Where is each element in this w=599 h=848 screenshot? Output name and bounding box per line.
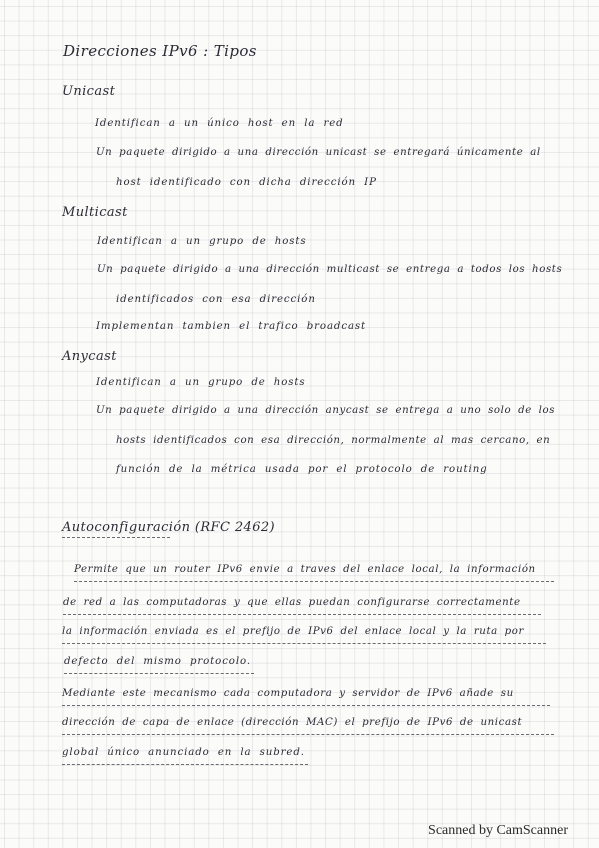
scanner-watermark: Scanned by CamScanner	[428, 823, 568, 838]
note-line: Permite que un router IPv6 envie a traves del enlace local, la información	[74, 564, 536, 575]
text-underline	[62, 764, 308, 765]
note-line: Implementan tambien el trafico broadcast	[96, 321, 367, 332]
section-heading-anycast: Anycast	[62, 349, 117, 364]
note-line: Identifican a un grupo de hosts	[96, 377, 306, 388]
note-line: host identificado con dicha dirección IP	[116, 177, 377, 188]
note-line: Mediante este mecanismo cada computadora y servidor de IPv6 añade su	[62, 688, 514, 699]
text-underline	[62, 643, 546, 644]
note-line: identificados con esa dirección	[116, 294, 316, 305]
text-underline	[62, 705, 550, 706]
section-heading-autoconfiguracion: Autoconfiguración (RFC 2462)	[62, 520, 276, 535]
note-line: Un paquete dirigido a una dirección anycast se entrega a uno solo de los	[96, 405, 556, 416]
text-underline	[74, 581, 554, 582]
note-line: de red a las computadoras y que ellas puedan configurarse correctamente	[63, 597, 521, 608]
note-line: Identifican a un grupo de hosts	[97, 236, 307, 247]
note-line: defecto del mismo protocolo.	[64, 656, 251, 667]
text-underline	[64, 673, 254, 674]
heading-underline	[62, 537, 170, 538]
note-line: Un paquete dirigido a una dirección unicast se entregará únicamente al	[96, 147, 541, 158]
section-heading-unicast: Unicast	[62, 84, 116, 99]
text-underline	[63, 614, 541, 615]
text-underline	[62, 734, 554, 735]
note-line: Un paquete dirigido a una dirección multicast se entrega a todos los hosts	[97, 264, 563, 275]
note-line: la información enviada es el prefijo de IPv6 del enlace local y la ruta por	[62, 626, 524, 637]
note-line: hosts identificados con esa dirección, normalmente al mas cercano, en	[116, 435, 551, 446]
section-heading-multicast: Multicast	[62, 205, 128, 220]
note-line: dirección de capa de enlace (dirección MAC) el prefijo de IPv6 de unicast	[62, 717, 523, 728]
note-line: función de la métrica usada por el protocolo de routing	[116, 464, 488, 475]
note-line: global único anunciado en la subred.	[62, 747, 305, 758]
note-line: Identifican a un único host en la red	[95, 118, 344, 129]
page-title: Direcciones IPv6 : Tipos	[63, 42, 257, 60]
